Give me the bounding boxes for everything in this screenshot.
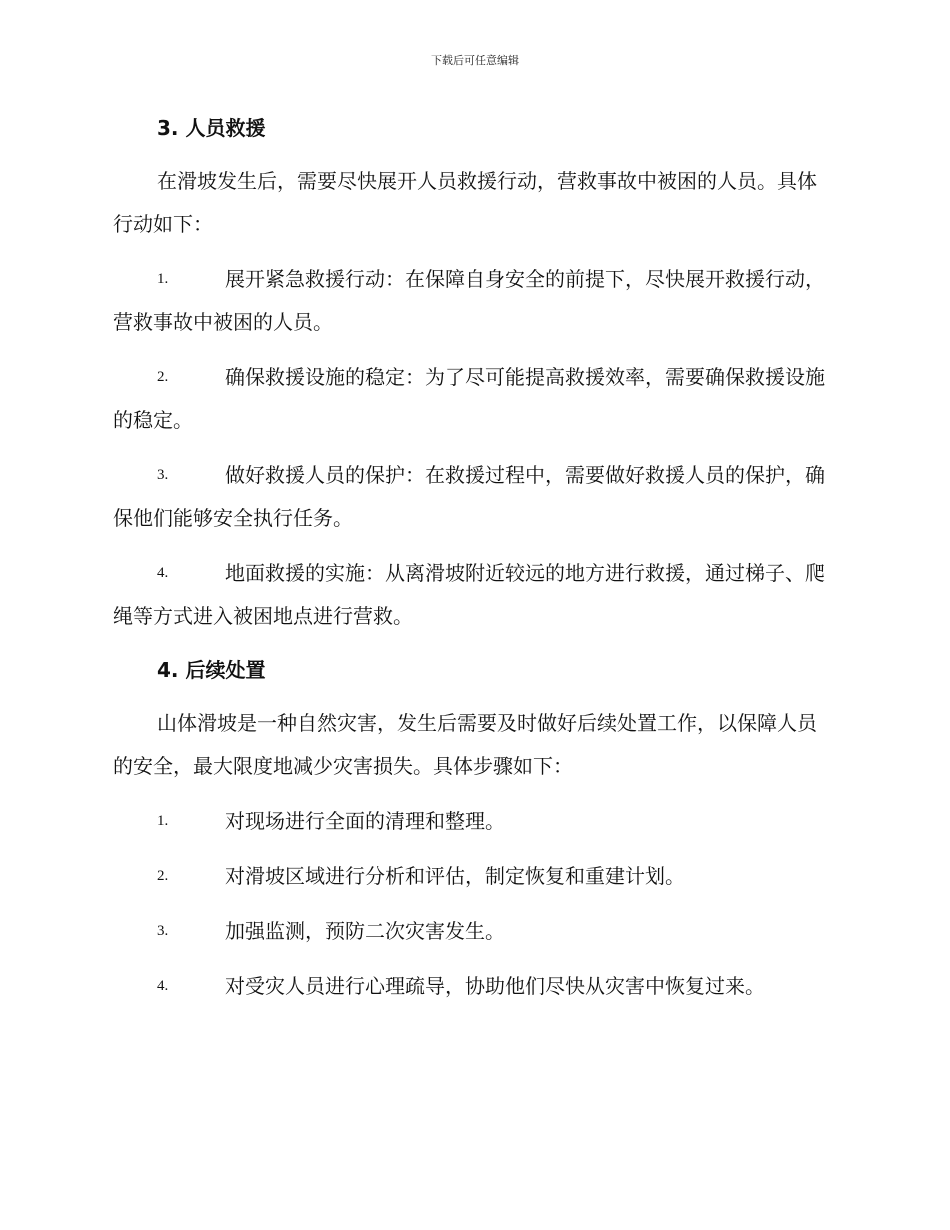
section-intro-rescue: 在滑坡发生后，需要尽快展开人员救援行动，营救事故中被困的人员。具体行动如下： [113,169,817,236]
rescue-list [113,258,835,638]
section-title-followup: 4. 后续处置 [157,658,266,682]
list-item [113,258,835,344]
list-item [113,910,835,953]
list-marker: 4. [157,565,169,581]
list-item-text: 确保救援设施的稳定：为了尽可能提高救援效率，需要确保救援设施的稳定。 [113,365,825,432]
list-item-text: 加强监测，预防二次灾害发生。 [225,919,505,943]
list-item [113,855,835,898]
list-item [113,356,835,442]
header-note: 下载后可任意编辑 [431,54,519,67]
list-marker: 2. [157,369,169,385]
list-item [113,552,835,638]
list-item-text: 展开紧急救援行动：在保障自身安全的前提下，尽快展开救援行动，营救事故中被困的人员。 [113,267,825,334]
section-intro-followup: 山体滑坡是一种自然灾害，发生后需要及时做好后续处置工作，以保障人员的安全，最大限度地减少灾害损失。具体步骤如下： [113,711,817,778]
list-item [113,965,835,1008]
list-item-text: 对受灾人员进行心理疏导，协助他们尽快从灾害中恢复过来。 [225,974,765,998]
followup-list [113,800,835,1008]
list-item-text: 对现场进行全面的清理和整理。 [225,809,505,833]
document-content [113,106,835,1008]
list-marker: 3. [157,467,169,483]
list-item-text: 做好救援人员的保护：在救援过程中，需要做好救援人员的保护，确保他们能够安全执行任务。 [113,463,825,530]
list-item-text: 地面救援的实施：从离滑坡附近较远的地方进行救援，通过梯子、爬绳等方式进入被困地点进行营救。 [113,561,825,628]
list-marker: 4. [157,978,169,994]
section-title-rescue: 3. 人员救援 [157,116,266,140]
list-item [113,800,835,843]
list-marker: 1. [157,271,169,287]
list-marker: 1. [157,813,169,829]
list-marker: 2. [157,868,169,884]
list-marker: 3. [157,923,169,939]
list-item [113,454,835,540]
list-item-text: 对滑坡区域进行分析和评估，制定恢复和重建计划。 [225,864,685,888]
